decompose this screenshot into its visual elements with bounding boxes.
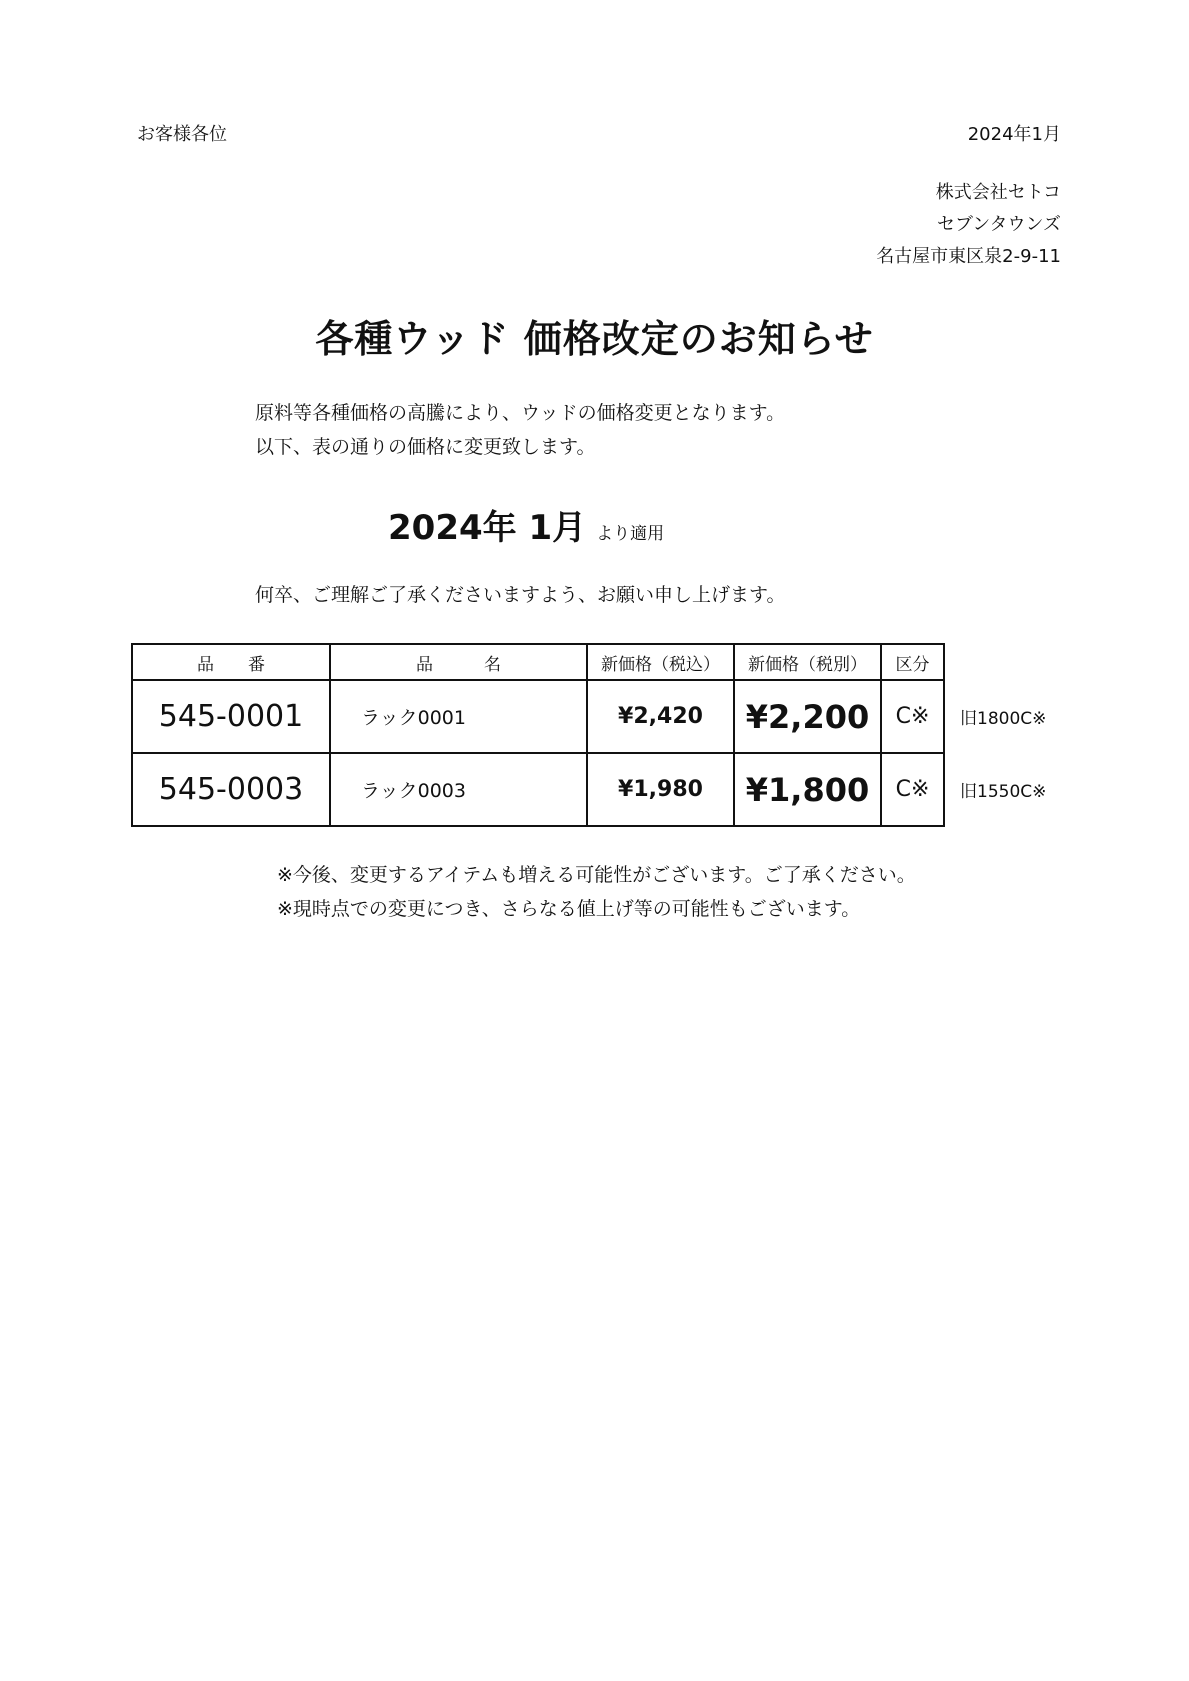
row-category: C※	[881, 753, 944, 826]
note-line-2: ※現時点での変更につき、さらなる値上げ等の可能性もございます。	[277, 898, 861, 920]
note-line-1: ※今後、変更するアイテムも増える可能性がございます。ご了承ください。	[277, 864, 916, 886]
row-code: 545-0001	[132, 680, 330, 753]
effective-date-value: 2024年 1月	[388, 508, 587, 548]
row-price-excl: ¥2,200	[734, 680, 881, 753]
header-name: 品 名	[330, 644, 587, 680]
row-price-excl: ¥1,800	[734, 753, 881, 826]
old-price-note: 旧1800C※	[960, 709, 1047, 729]
row-name: ラック0003	[330, 753, 587, 826]
header-category: 区分	[881, 644, 944, 680]
effective-date	[388, 500, 664, 549]
effective-date-suffix: より適用	[596, 524, 665, 544]
row-price-incl: ¥2,420	[587, 680, 734, 753]
row-code: 545-0003	[132, 753, 330, 826]
table-row	[132, 753, 944, 826]
row-name: ラック0001	[330, 680, 587, 753]
recipient: お客様各位	[137, 124, 227, 145]
header-code: 品 番	[132, 644, 330, 680]
table-row	[132, 680, 944, 753]
intro-line-1: 原料等各種価格の高騰により、ウッドの価格変更となります。	[255, 402, 786, 424]
header-price-incl: 新価格（税込）	[587, 644, 734, 680]
header-price-excl: 新価格（税別）	[734, 644, 881, 680]
brand-name: セブンタウンズ	[936, 214, 1061, 235]
price-table	[131, 643, 945, 827]
row-category: C※	[881, 680, 944, 753]
company-name: 株式会社セトコ	[935, 182, 1061, 203]
request-text: 何卒、ご理解ご了承くださいますよう、お願い申し上げます。	[255, 584, 786, 606]
issue-date: 2024年1月	[967, 124, 1061, 145]
table-header-row	[132, 644, 944, 680]
company-address: 名古屋市東区泉2-9-11	[876, 246, 1061, 267]
intro-line-2: 以下、表の通りの価格に変更致します。	[255, 436, 596, 458]
row-price-incl: ¥1,980	[587, 753, 734, 826]
old-price-note: 旧1550C※	[960, 782, 1047, 802]
page-title: 各種ウッド 価格改定のお知らせ	[315, 317, 874, 361]
